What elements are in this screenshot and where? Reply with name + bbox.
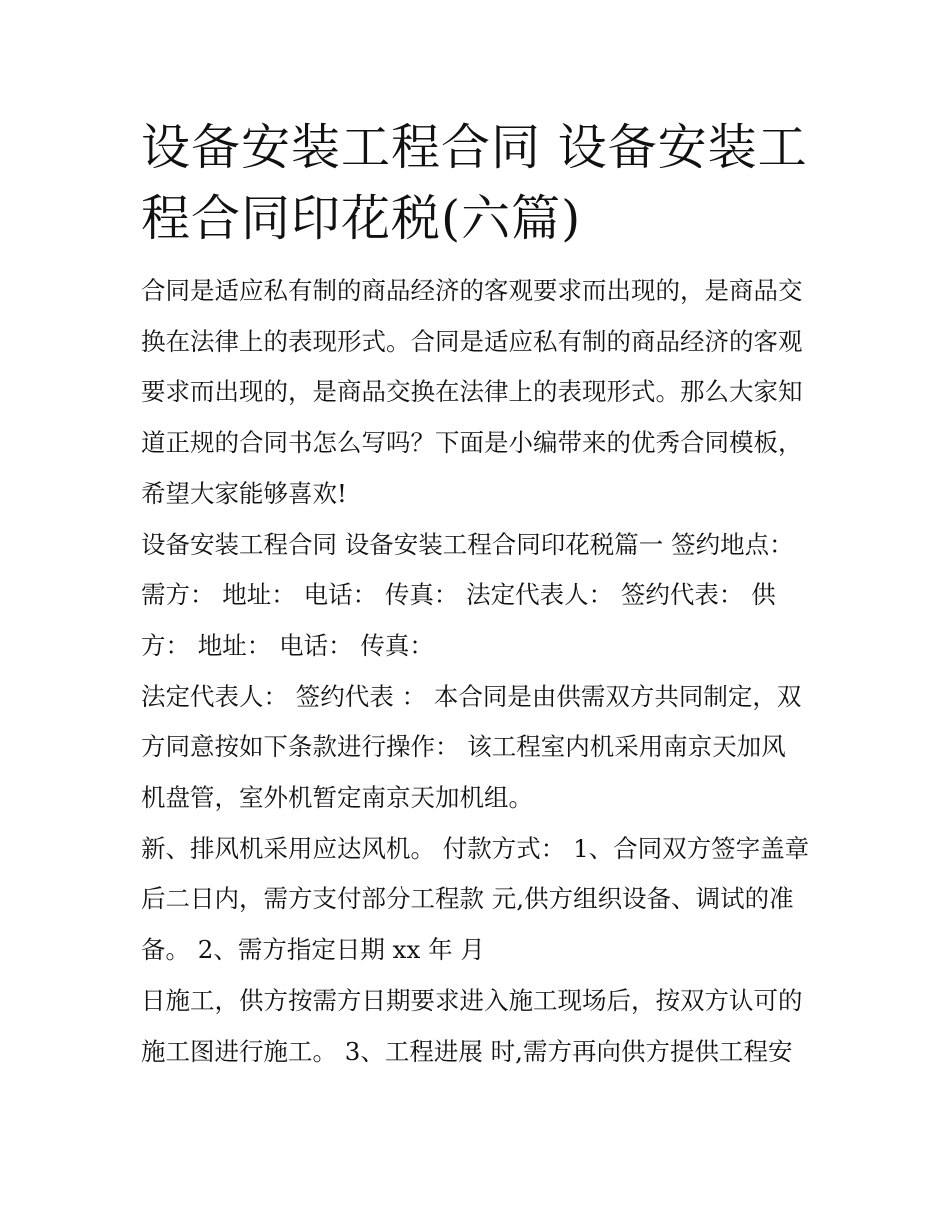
- text-line: 道正规的合同书怎么写吗？下面是小编带来的优秀合同模板，: [141, 428, 803, 458]
- contract-parties-paragraph: [141, 520, 821, 672]
- text-line: 希望大家能够喜欢!: [141, 478, 347, 508]
- title-line: 程合同印花税(六篇): [141, 190, 582, 247]
- document-title: [141, 112, 821, 254]
- intro-paragraph: [141, 266, 821, 520]
- payment-terms-paragraph: [141, 824, 821, 976]
- text-line: 法定代表人： 签约代表 ： 本合同是由供需双方共同制定，双: [141, 681, 802, 711]
- construction-terms-paragraph: [141, 976, 821, 1077]
- text-line: 机盘管，室外机暂定南京天加机组。: [141, 783, 533, 813]
- text-line: 备。 2、需方指定日期 xx 年 月: [141, 935, 485, 965]
- document-content: [141, 112, 821, 1077]
- text-line: 新、排风机采用应达风机。 付款方式： 1、合同双方签字盖章: [141, 833, 810, 863]
- title-line: 设备安装工程合同 设备安装工: [141, 119, 808, 176]
- text-line: 合同是适应私有制的商品经济的客观要求而出现的，是商品交: [141, 276, 803, 305]
- text-line: 日施工，供方按需方日期要求进入施工现场后，按双方认可的: [141, 985, 803, 1015]
- contract-scope-paragraph: [141, 672, 821, 824]
- text-line: 后二日内，需方支付部分工程款 元,供方组织设备、调试的准: [141, 884, 794, 914]
- text-line: 方同意按如下条款进行操作： 该工程室内机采用南京天加风: [141, 732, 786, 762]
- text-line: 要求而出现的，是商品交换在法律上的表现形式。那么大家知: [141, 377, 803, 407]
- text-line: 设备安装工程合同 设备安装工程合同印花税篇一 签约地点：: [141, 529, 794, 559]
- title-spacer: [141, 254, 821, 266]
- text-line: 换在法律上的表现形式。合同是适应私有制的商品经济的客观: [141, 326, 803, 356]
- text-line: 需方： 地址： 电话： 传真： 法定代表人： 签约代表： 供: [141, 580, 776, 610]
- text-line: 施工图进行施工。 3、工程进展 时,需方再向供方提供工程安: [141, 1036, 793, 1066]
- text-line: 方： 地址： 电话： 传真：: [141, 630, 434, 660]
